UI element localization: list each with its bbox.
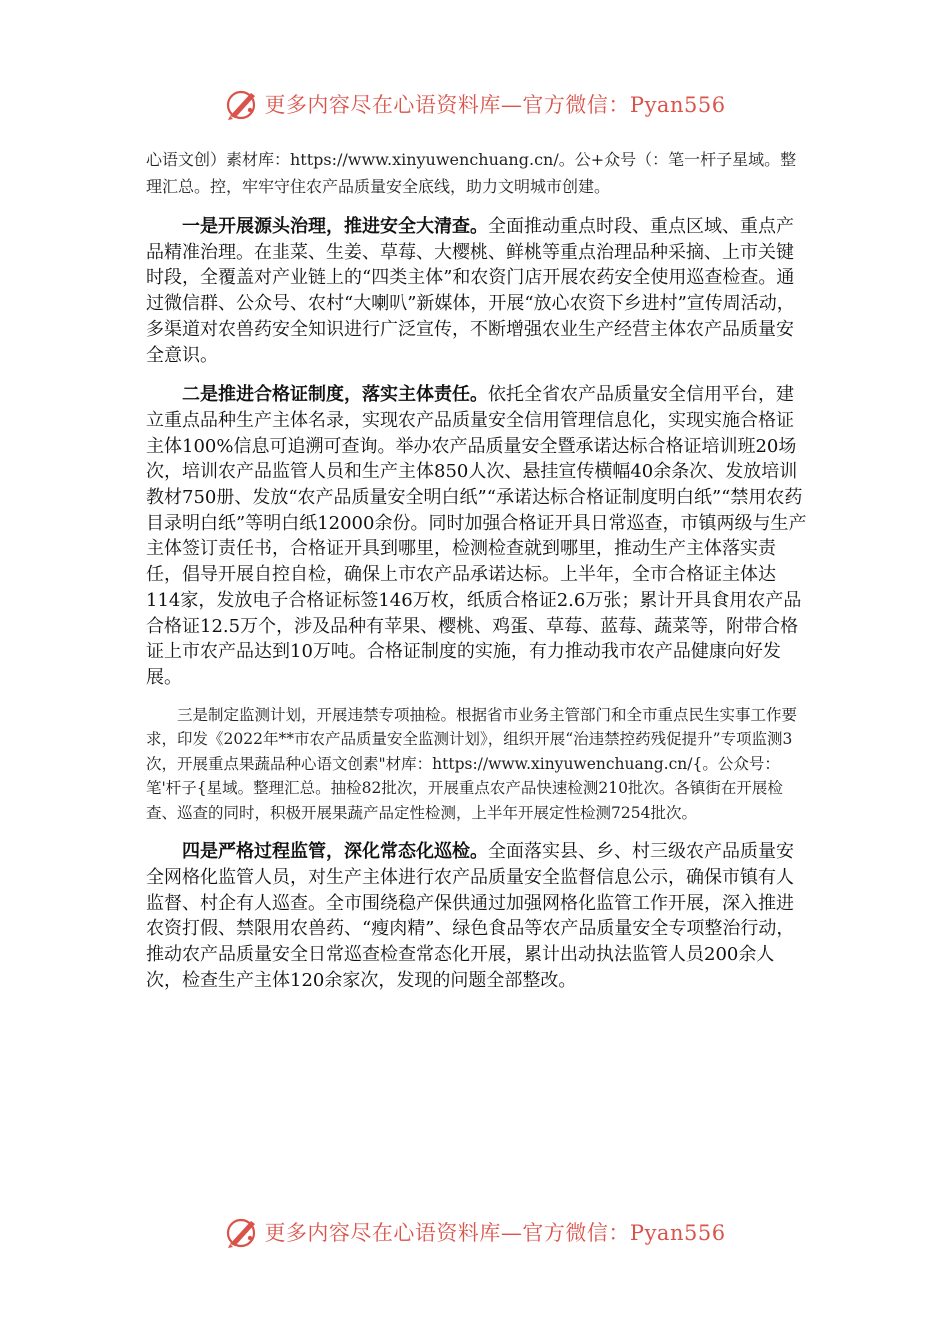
section-4-heading: 四是严格过程监管，深化常态化巡检。: [182, 841, 488, 863]
section-1-body: 全面推动重点时段、重点区域、重点产品精准治理。在韭菜、生姜、草莓、大樱桃、鲜桃等重点治理品种采摘、上市关键时段，全覆盖对产业链上的“四类主体”和农资门店开展农药安全使用巡查检查。通过微信群、公众号、农村“大喇叭”新媒体，开展“放心农资下乡进村”宣传周活动，多渠道对农兽药安全知识进行广泛宣传，不断增强农业生产经营主体农产品质量安全意识。: [146, 216, 795, 366]
footer-banner: [0, 1212, 950, 1252]
section-4: [146, 839, 808, 993]
section-1-heading: 一是开展源头治理，推进安全大清查。: [182, 216, 488, 237]
document-body: [146, 146, 808, 993]
section-3-body: 三是制定监测计划，开展违禁专项抽检。根据省市业务主管部门和全市重点民生实事工作要求，印发《2022年**市农产品质量安全监测计划》，组织开展“治违禁控药残促提升”专项监测3次，开展重点果蔬品种心语文创素"材库：https://www.xinyuwenchuang.cn/{。公众号：笔'杆子{星域。整理汇总。抽检82批次，开展重点农产品快速检测210批次。各镇街在开展检查、巡查的同时，积极开展果蔬产品定性检测，上半年开展定性检测7254批次。: [146, 705, 798, 822]
section-2-heading: 二是推进合格证制度，落实主体责任。: [182, 384, 488, 406]
header-banner: [0, 84, 950, 124]
section-3: [146, 703, 808, 826]
section-1: [146, 214, 808, 368]
pen-logo-icon: [224, 1214, 260, 1250]
banner-text: 更多内容尽在心语资料库—官方微信：Pyan556: [264, 1221, 726, 1245]
section-2: [146, 382, 808, 690]
section-4-body: 全面落实县、乡、村三级农产品质量安全网格化监管人员，对生产主体进行农产品质量安全监督信息公示，确保市镇有人监督、村企有人巡查。全市围绕稳产保供通过加强网格化监管工作开展，深入推进农资打假、禁限用农兽药、“瘦肉精”、绿色食品等农产品质量安全专项整治行动，推动农产品质量安全日常巡查检查常态化开展，累计出动执法监管人员200余人次，检查生产主体120余家次，发现的问题全部整改。: [146, 841, 795, 991]
pen-logo-icon: [224, 86, 260, 122]
banner-text: 更多内容尽在心语资料库—官方微信：Pyan556: [264, 93, 726, 117]
section-2-body: 依托全省农产品质量安全信用平台，建立重点品种生产主体名录，实现农产品质量安全信用管理信息化，实现实施合格证主体100%信息可追溯可查询。举办农产品质量安全暨承诺达标合格证培训班20场次，培训农产品监管人员和生产主体850人次、悬挂宣传横幅40余条次、发放培训教材750册、发放“农产品质量安全明白纸”“承诺达标合格证制度明白纸”“禁用农药目录明白纸”等明白纸12000余份。同时加强合格证开具日常巡查，市镇两级与生产主体签订责任书，合格证开具到哪里，检测检查就到哪里，推动生产主体落实责任，倡导开展自控自检，确保上市农产品承诺达标。上半年，全市合格证主体达114家，发放电子合格证标签146万枚，纸质合格证2.6万张；累计开具食用农产品合格证12.5万个，涉及品种有苹果、樱桃、鸡蛋、草莓、蓝莓、蔬菜等，附带合格证上市农产品达到10万吨。合格证制度的实施，有力推动我市农产品健康向好发展。: [146, 384, 807, 688]
lead-paragraph: 心语文创）素材库：https://www.xinyuwenchuang.cn/。公+众号（：笔一杆子星域。整理汇总。控，牢牢守住农产品质量安全底线，助力文明城市创建。: [146, 150, 797, 196]
